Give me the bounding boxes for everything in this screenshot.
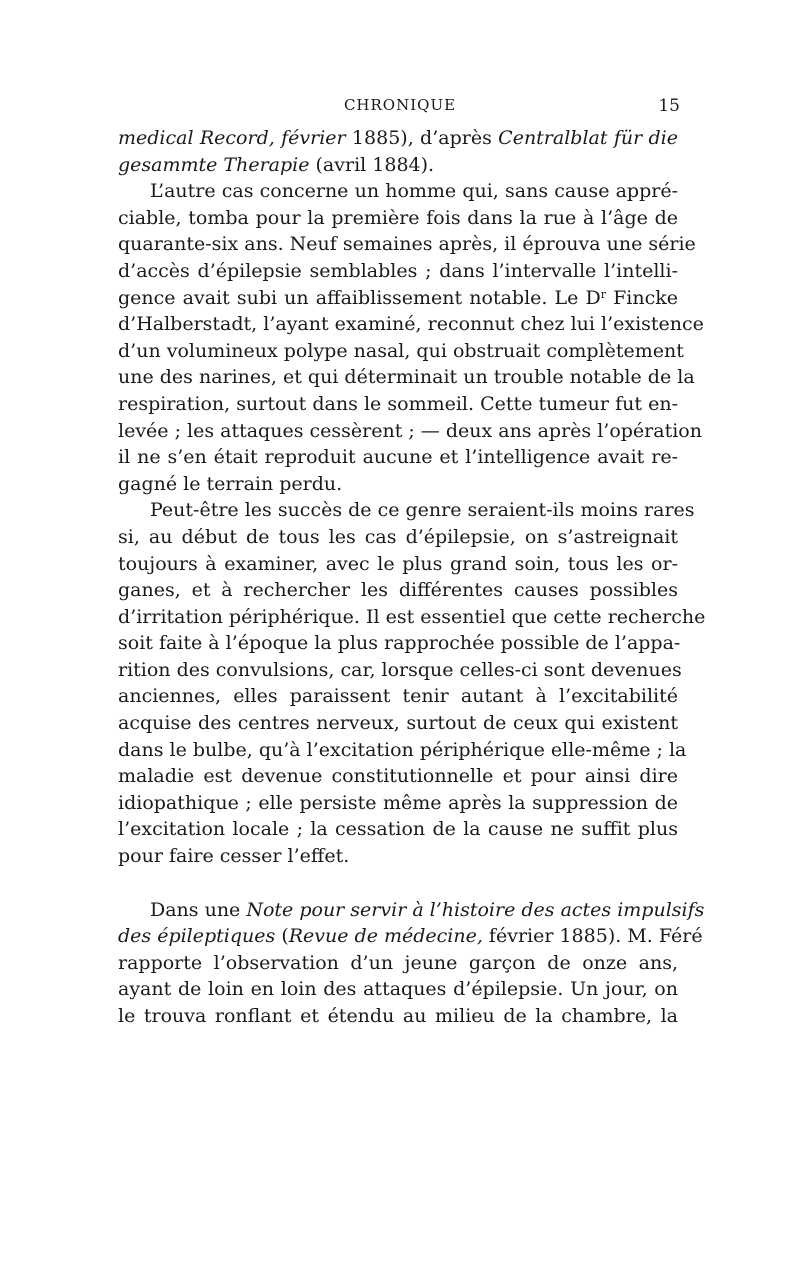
text-line — [118, 737, 687, 764]
italic-text: medical Record, février — [118, 127, 346, 149]
text-line — [118, 178, 678, 205]
text-segment: Dans une — [150, 898, 247, 921]
text-segment: toujours à examiner, avec le plus grand soin, tous les or- — [118, 552, 678, 575]
text-segment: soit faite à l’époque la plus rapprochée possible de l’appa- — [118, 632, 681, 655]
text-line — [118, 1003, 678, 1030]
text-line — [118, 311, 704, 338]
text-line — [118, 950, 678, 977]
text-line — [118, 630, 681, 657]
text-segment: Fincke — [606, 286, 678, 309]
text-line — [118, 444, 678, 471]
text-segment: ayant de loin en loin des attaques d’épilepsie. Un jour, on — [118, 978, 678, 1001]
text-line — [118, 657, 682, 684]
text-line — [118, 524, 678, 551]
text-line — [118, 364, 695, 391]
text-segment: anciennes, elles paraissent tenir autant à l’excitabilité — [118, 685, 678, 708]
italic-text: Centralblat für die — [498, 127, 678, 149]
text-segment: maladie est devenue constitutionnelle et pour ainsi dire — [118, 765, 678, 788]
text-segment: d’accès d’épilepsie semblables ; dans l’intervalle l’intelli- — [118, 259, 678, 282]
text-line — [118, 418, 702, 445]
text-line — [118, 258, 678, 285]
text-line — [118, 152, 678, 179]
text-segment: ganes, et à rechercher les différentes causes possibles — [118, 579, 678, 602]
text-line — [118, 497, 695, 524]
text-segment: le trouva ronflant et étendu au milieu de la chambre, la — [118, 1005, 678, 1027]
text-line — [118, 231, 696, 258]
text-segment: L’autre cas concerne un homme qui, sans cause appré- — [150, 180, 678, 203]
italic-text: Revue de médecine, — [288, 925, 483, 948]
text-line — [118, 790, 678, 817]
text-segment: il ne s’en était reproduit aucune et l’intelligence avait re- — [118, 446, 678, 469]
text-line — [118, 205, 678, 232]
text-line — [118, 763, 678, 790]
text-segment: ciable, tomba pour la première fois dans la rue à l’âge de — [118, 206, 678, 229]
text-segment: d’un volumineux polype nasal, qui obstruait complètement — [118, 339, 684, 362]
text-segment: acquise des centres nerveux, surtout de ceux qui existent — [118, 712, 678, 735]
text-segment: dans le bulbe, qu’à l’excitation périphérique elle-même ; la — [118, 738, 687, 761]
text-segment: pour faire cesser l’effet. — [118, 845, 350, 868]
text-segment: d’irritation périphérique. Il est essentiel que cette recherche — [118, 605, 706, 628]
text-segment: rition des convulsions, car, lorsque celles-ci sont devenues — [118, 658, 682, 681]
text-segment: une des narines, et qui déterminait un trouble notable de la — [118, 366, 695, 389]
text-line — [118, 710, 678, 737]
text-line — [118, 604, 706, 631]
text-line — [118, 338, 684, 365]
superscript: r — [600, 287, 606, 301]
text-segment: si, au début de tous les cas d’épilepsie, on s’astreignait — [118, 525, 678, 548]
page-number: 15 — [658, 96, 680, 116]
italic-text: Note pour servir à l’histoire des actes impulsifs — [246, 898, 705, 921]
text-line — [118, 125, 678, 152]
text-segment: l’excitation locale ; la cessation de la cause ne suffit plus — [118, 818, 678, 841]
text-segment: quarante-six ans. Neuf semaines après, il éprouva une série — [118, 233, 696, 256]
body-text — [118, 125, 706, 1030]
text-line — [118, 577, 678, 604]
text-line — [118, 683, 678, 710]
text-segment: février 1885). M. Féré — [482, 925, 703, 948]
text-segment: 1885), d’après — [345, 127, 499, 149]
text-line — [118, 897, 705, 924]
text-segment: respiration, surtout dans le sommeil. Cette tumeur fut en- — [118, 392, 678, 415]
page-header — [120, 96, 680, 120]
text-line — [118, 923, 703, 950]
text-line — [118, 471, 678, 498]
italic-text: des épileptiques — [118, 925, 276, 948]
text-segment: (avril 1884). — [309, 153, 435, 176]
text-segment: d’Halberstadt, l’ayant examiné, reconnut chez lui l’existence — [118, 313, 704, 336]
text-segment: levée ; les attaques cessèrent ; — deux ans après l’opération — [118, 419, 702, 442]
text-line — [118, 391, 678, 418]
text-line — [118, 976, 678, 1003]
text-segment: rapporte l’observation d’un jeune garçon de onze ans, — [118, 951, 678, 974]
text-line — [118, 843, 678, 870]
text-line — [118, 816, 678, 843]
text-segment: ( — [275, 925, 289, 948]
running-title: CHRONIQUE — [343, 96, 457, 114]
text-segment: gagné le terrain perdu. — [118, 472, 343, 495]
text-segment: gence avait subi un affaiblissement notable. Le D — [118, 286, 601, 309]
text-line — [118, 285, 678, 312]
italic-text: gesammte Therapie — [118, 153, 310, 176]
text-line — [118, 551, 678, 578]
text-segment: idiopathique ; elle persiste même après la suppression de — [118, 791, 678, 814]
text-segment: Peut-être les succès de ce genre seraient-ils moins rares — [150, 499, 695, 522]
